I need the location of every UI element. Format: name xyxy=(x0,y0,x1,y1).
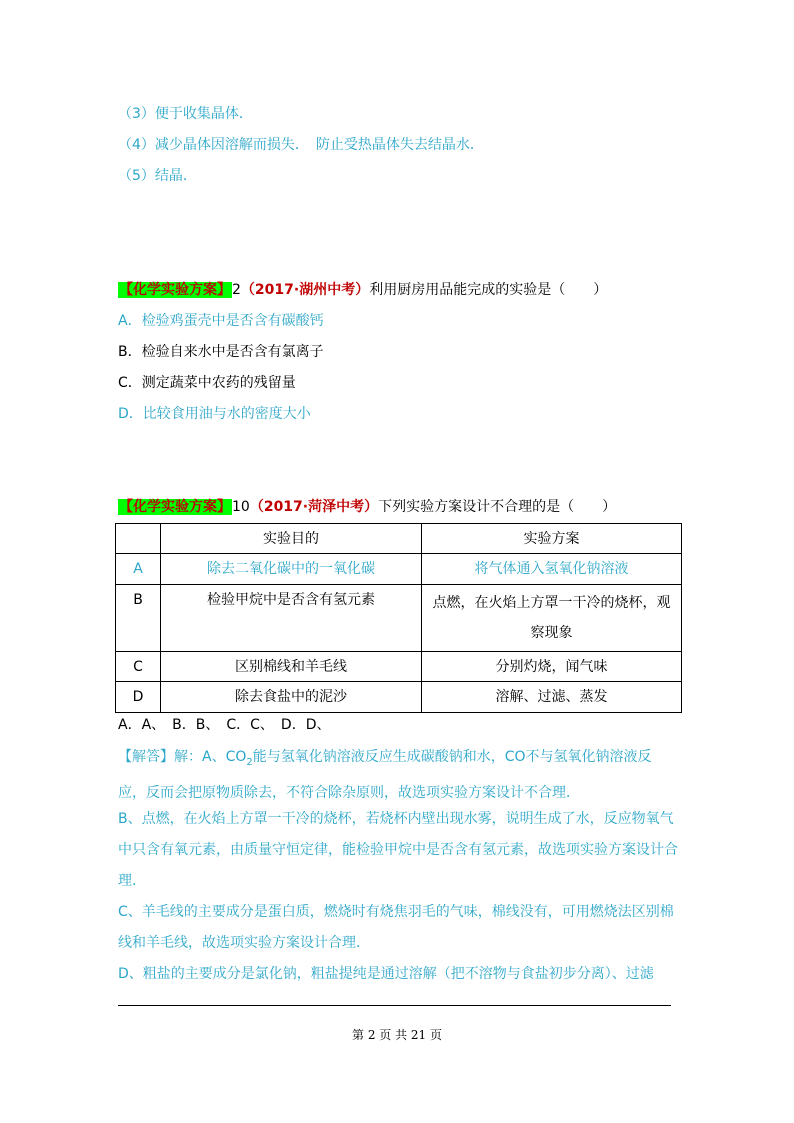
answer-a-text: 能与氢氧化钠溶液反应生成碳酸钠和水，CO不与氢氧化钠溶液反应，反而会把原物质除去，不符合除杂原则，故选项实验方案设计不合理． xyxy=(118,749,652,801)
q2-option-b: B．检验自来水中是否含有氯离子 xyxy=(118,344,324,360)
q2-option-c: C．测定蔬菜中农药的残留量 xyxy=(118,375,296,391)
row-plan: 点燃，在火焰上方罩一干冷的烧杯，观察现象 xyxy=(422,585,682,652)
table-row xyxy=(116,585,682,652)
row-option: B xyxy=(116,585,161,652)
row-goal: 除去二氧化碳中的一氧化碳 xyxy=(161,554,422,585)
experiment-table xyxy=(115,523,682,713)
row-goal: 区别棉线和羊毛线 xyxy=(161,652,422,682)
row-goal: 检验甲烷中是否含有氢元素 xyxy=(161,585,422,652)
q10-source: （2017·菏泽中考） xyxy=(249,499,379,515)
answer-line-3: （3）便于收集晶体． xyxy=(118,106,253,122)
q2-source: （2017·湖州中考） xyxy=(240,282,370,298)
row-plan: 分别灼烧，闻气味 xyxy=(422,652,682,682)
row-option: C xyxy=(116,652,161,682)
q2-stem-line xyxy=(118,280,607,300)
q10-stem-line xyxy=(118,497,616,517)
q2-number: 2 xyxy=(232,282,241,298)
q2-option-d: D．比较食用油与水的密度大小 xyxy=(118,406,311,422)
table-header-cell xyxy=(116,524,161,554)
table-header-plan: 实验方案 xyxy=(422,524,682,554)
q10-number: 10 xyxy=(232,499,250,515)
q2-stem: 利用厨房用品能完成的实验是（ ） xyxy=(369,282,608,298)
answer-line-5: （5）结晶． xyxy=(118,168,197,184)
row-plan: 溶解、过滤、蒸发 xyxy=(422,682,682,713)
row-option: D xyxy=(116,682,161,713)
answer-a-subscript: 2 xyxy=(246,756,253,768)
table-header-row xyxy=(116,524,682,554)
answer-a-prefix: 【解答】解：A、CO xyxy=(118,749,247,765)
q10-stem: 下列实验方案设计不合理的是（ ） xyxy=(378,499,617,515)
table-header-goal: 实验目的 xyxy=(161,524,422,554)
answer-c: C、羊毛线的主要成分是蛋白质，燃烧时有烧焦羽毛的气味，棉线没有，可用燃烧法区别棉线和羊毛线，故选项实验方案设计合理． xyxy=(118,904,674,951)
table-row xyxy=(116,554,682,585)
table-row xyxy=(116,652,682,682)
row-option: A xyxy=(116,554,161,585)
footer-divider xyxy=(118,1005,671,1006)
row-goal: 除去食盐中的泥沙 xyxy=(161,682,422,713)
q2-tag: 【化学实验方案】 xyxy=(119,282,231,298)
page-footer: 第 2 页 共 21 页 xyxy=(352,1028,442,1042)
q2-option-a: A．检验鸡蛋壳中是否含有碳酸钙 xyxy=(118,313,324,329)
answer-a xyxy=(118,742,678,809)
q10-tag: 【化学实验方案】 xyxy=(119,499,231,515)
row-plan: 将气体通入氢氧化钠溶液 xyxy=(422,554,682,585)
answer-b: B、点燃，在火焰上方罩一干冷的烧杯，若烧杯内壁出现水雾，说明生成了水，反应物氧气中只含有氧元素，由质量守恒定律，能检验甲烷中是否含有氢元素，故选项实验方案设计合理． xyxy=(118,811,678,889)
answer-d: D、粗盐的主要成分是氯化钠，粗盐提纯是通过溶解（把不溶物与食盐初步分离）、过滤 xyxy=(118,966,654,982)
answer-line-4: （4）减少晶体因溶解而损失． 防止受热晶体失去结晶水． xyxy=(118,137,484,153)
table-row xyxy=(116,682,682,713)
q10-choices: A．A、 B．B、 C．C、 D．D、 xyxy=(118,717,331,733)
